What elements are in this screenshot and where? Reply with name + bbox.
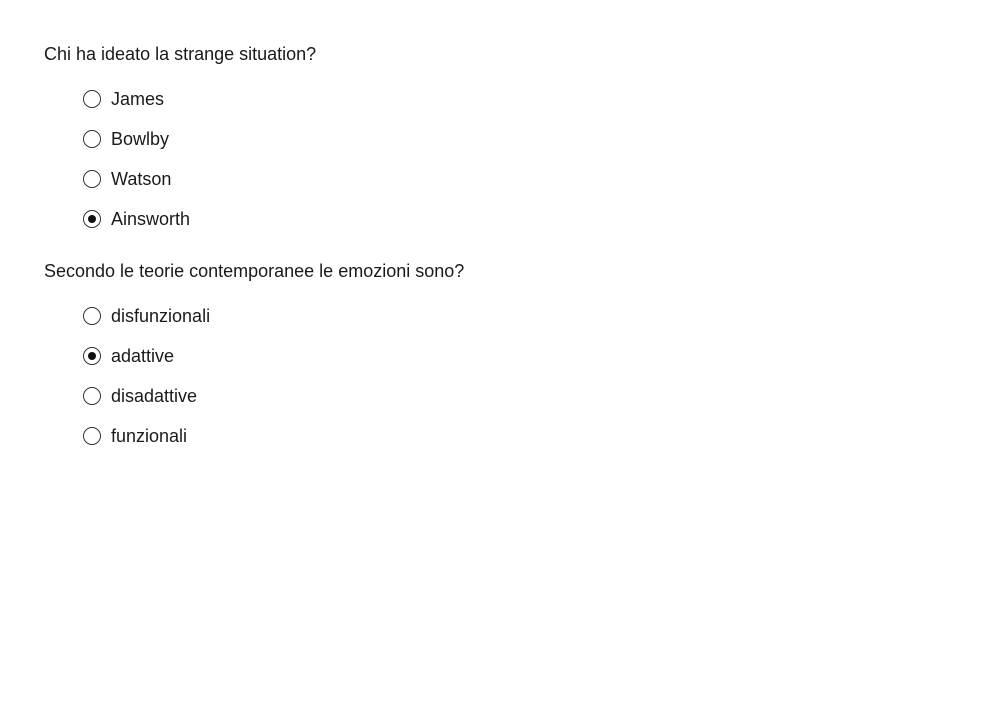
radio-dot-icon	[88, 352, 96, 360]
option-label: Watson	[111, 169, 172, 189]
option-label: adattive	[111, 346, 175, 366]
option-label: funzionali	[111, 426, 188, 446]
radio-dot-icon	[88, 215, 96, 223]
option-label: James	[111, 89, 165, 109]
option-funzionali[interactable]	[83, 416, 464, 456]
option-label: disfunzionali	[111, 306, 211, 326]
option-label: Ainsworth	[111, 209, 191, 229]
question-1	[44, 42, 316, 239]
question-2	[44, 259, 464, 456]
radio-button[interactable]	[83, 130, 101, 148]
question-text: Chi ha ideato la strange situation?	[44, 44, 317, 64]
option-james[interactable]	[83, 79, 316, 119]
option-label: disadattive	[111, 386, 198, 406]
option-label: Bowlby	[111, 129, 170, 149]
radio-group	[44, 296, 464, 456]
option-watson[interactable]	[83, 159, 316, 199]
radio-button[interactable]	[83, 347, 101, 365]
option-disfunzionali[interactable]	[83, 296, 464, 336]
radio-button[interactable]	[83, 170, 101, 188]
option-bowlby[interactable]	[83, 119, 316, 159]
option-adattive[interactable]	[83, 336, 464, 376]
radio-button[interactable]	[83, 210, 101, 228]
option-ainsworth[interactable]	[83, 199, 316, 239]
radio-button[interactable]	[83, 307, 101, 325]
question-text: Secondo le teorie contemporanee le emozioni sono?	[44, 261, 465, 281]
radio-button[interactable]	[83, 387, 101, 405]
radio-button[interactable]	[83, 427, 101, 445]
radio-group	[44, 79, 316, 239]
radio-button[interactable]	[83, 90, 101, 108]
option-disadattive[interactable]	[83, 376, 464, 416]
